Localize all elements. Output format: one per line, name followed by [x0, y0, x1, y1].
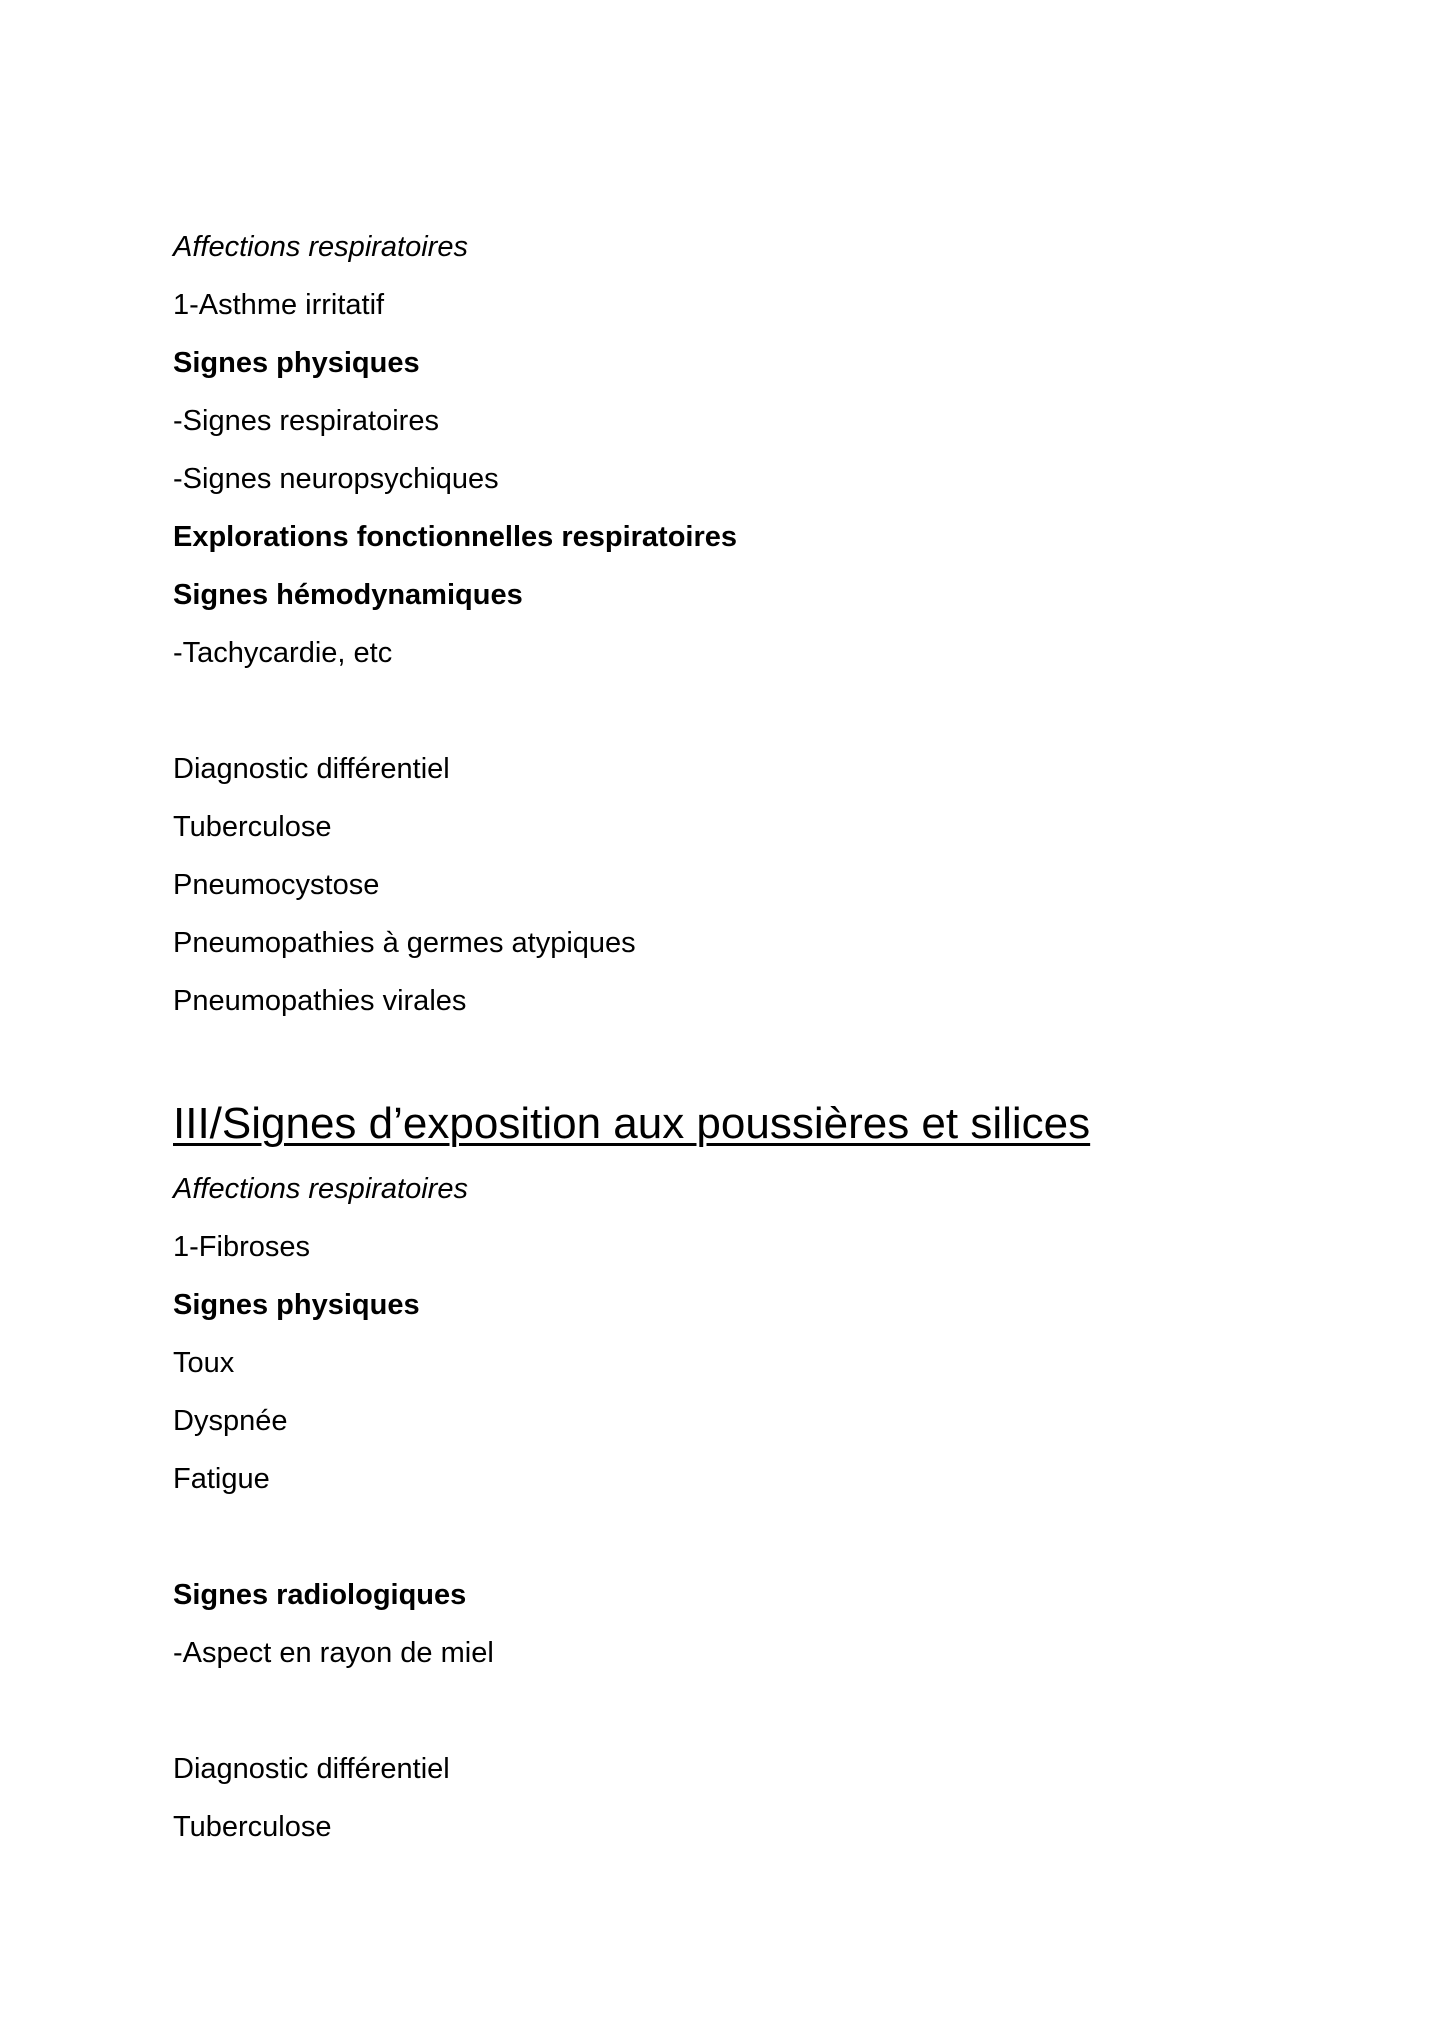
text-line: Signes physiques: [173, 1289, 420, 1321]
text-line: Tuberculose: [173, 811, 332, 843]
text-line: -Aspect en rayon de miel: [173, 1637, 494, 1669]
text-line: Signes hémodynamiques: [173, 579, 523, 611]
text-line: 1-Fibroses: [173, 1231, 310, 1263]
text-line: Pneumocystose: [173, 869, 380, 901]
text-line: -Signes neuropsychiques: [173, 463, 499, 495]
text-line: Dyspnée: [173, 1405, 288, 1437]
text-line: Diagnostic différentiel: [173, 753, 450, 785]
empty-line: [173, 1030, 1385, 1088]
document-content: [173, 218, 1385, 1856]
text-line: Signes radiologiques: [173, 1579, 467, 1611]
text-line: Pneumopathies à germes atypiques: [173, 927, 636, 959]
text-line: Diagnostic différentiel: [173, 1753, 450, 1785]
text-line: Explorations fonctionnelles respiratoires: [173, 521, 738, 553]
text-line: 1-Asthme irritatif: [173, 289, 385, 321]
text-line: Toux: [173, 1347, 235, 1379]
text-line: Signes physiques: [173, 347, 420, 379]
text-line: Fatigue: [173, 1463, 270, 1495]
text-line: Affections respiratoires: [173, 1173, 468, 1205]
empty-line: [173, 1508, 1385, 1566]
text-line: Affections respiratoires: [173, 231, 468, 263]
empty-line: [173, 1682, 1385, 1740]
text-line: -Signes respiratoires: [173, 405, 439, 437]
section-heading: III/Signes d’exposition aux poussières et silices: [173, 1099, 1091, 1148]
text-line: Tuberculose: [173, 1811, 332, 1843]
text-line: -Tachycardie, etc: [173, 637, 393, 669]
empty-line: [173, 682, 1385, 740]
text-line: Pneumopathies virales: [173, 985, 467, 1017]
